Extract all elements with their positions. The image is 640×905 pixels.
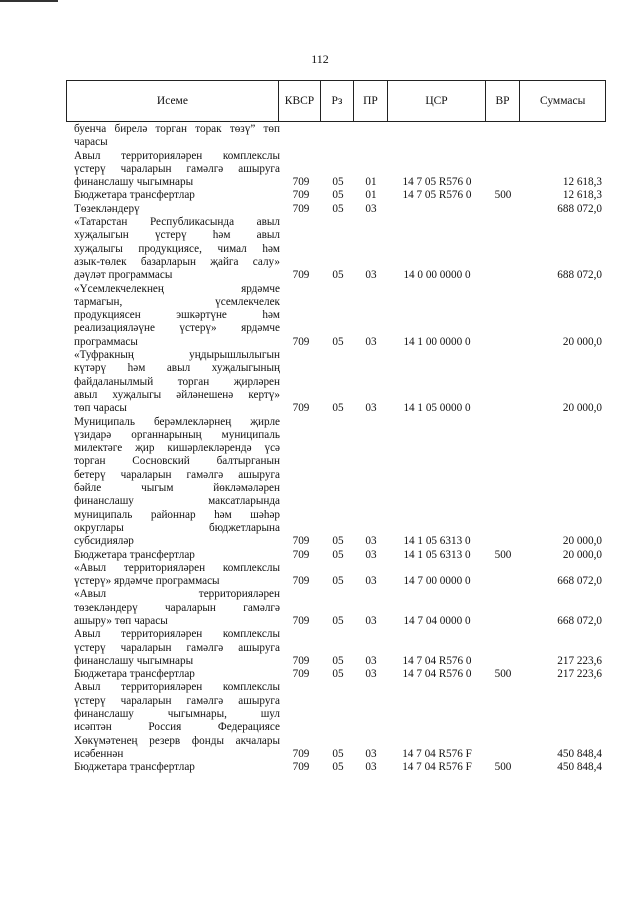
cell-rz: 05 xyxy=(332,176,344,189)
row-name-line: үстерү чараларын гамәлгә ашыруга xyxy=(74,694,280,707)
cell-csr: 14 7 05 R576 0 xyxy=(402,176,472,189)
table-row xyxy=(74,549,604,562)
cell-sum: 668 072,0 xyxy=(557,575,602,588)
table-body xyxy=(74,123,604,775)
cell-pr: 01 xyxy=(365,176,377,189)
row-name-line: ашыру» төп чарасы xyxy=(74,614,168,627)
row-name xyxy=(74,588,280,628)
cell-pr: 03 xyxy=(365,747,377,760)
row-name-line: Төзекләндерү xyxy=(74,202,140,215)
row-name xyxy=(74,150,280,190)
table-row xyxy=(74,189,604,202)
row-name xyxy=(74,283,280,349)
row-name-line: торган Сосновский балтырганын xyxy=(74,455,280,468)
table-row xyxy=(74,562,604,589)
header-pr: ПР xyxy=(353,81,388,121)
cell-rz: 05 xyxy=(332,654,344,667)
cell-rz: 05 xyxy=(332,335,344,348)
row-name xyxy=(74,189,280,202)
row-name xyxy=(74,562,280,589)
cell-kvsr: 709 xyxy=(292,548,310,561)
cell-sum: 688 072,0 xyxy=(557,202,602,215)
row-name-line: Авыл территорияләрен комплекслы xyxy=(74,149,280,162)
row-name-line: төп чарасы xyxy=(74,402,127,415)
row-name-line: чарасы xyxy=(74,136,108,149)
cell-kvsr: 709 xyxy=(292,176,310,189)
cell-pr: 03 xyxy=(365,202,377,215)
header-vr: ВР xyxy=(485,81,520,121)
cell-kvsr: 709 xyxy=(292,189,310,202)
row-name-line: муниципаль районнар һәм шәһәр xyxy=(74,508,280,521)
cell-sum: 12 618,3 xyxy=(562,176,602,189)
row-name-line: Бюджетара трансфертлар xyxy=(74,761,195,774)
cell-kvsr: 709 xyxy=(292,335,310,348)
row-name-line: Авыл территорияләрен комплекслы xyxy=(74,681,280,694)
row-name-line: күтәрү һәм авыл хуҗалыгының xyxy=(74,362,280,375)
table-header xyxy=(66,80,606,122)
cell-pr: 03 xyxy=(365,654,377,667)
table-row xyxy=(74,123,604,150)
cell-rz: 05 xyxy=(332,668,344,681)
table-row xyxy=(74,150,604,190)
cell-csr: 14 7 04 0000 0 xyxy=(403,614,471,627)
row-name-line: милектәге җир кишәрлекләрендә үсә xyxy=(74,442,280,455)
cell-sum: 450 848,4 xyxy=(557,747,602,760)
cell-pr: 03 xyxy=(365,535,377,548)
row-name xyxy=(74,123,280,150)
row-name-line: субсидияләр xyxy=(74,535,134,548)
row-name-line: дәүләт программасы xyxy=(74,269,173,282)
cell-sum: 668 072,0 xyxy=(557,614,602,627)
row-name-line: үстерү» ярдәмче программасы xyxy=(74,575,220,588)
header-csr: ЦСР xyxy=(387,81,485,121)
table-row xyxy=(74,588,604,628)
row-name-line: финанслашу чыгымнары, шул xyxy=(74,708,280,721)
header-name: Исеме xyxy=(156,95,188,107)
cell-kvsr: 709 xyxy=(292,575,310,588)
row-name-line: Муниципаль берәмлекләрнең җирле xyxy=(74,415,280,428)
cell-rz: 05 xyxy=(332,575,344,588)
header-kvsr: КВСР xyxy=(278,81,320,121)
page-number: 112 xyxy=(311,52,329,66)
cell-sum: 20 000,0 xyxy=(562,535,602,548)
cell-kvsr: 709 xyxy=(292,654,310,667)
row-name-line: бетерү чараларын гамәлгә ашыруга xyxy=(74,468,280,481)
row-name-line: авыл хуҗалыгы әйләнешенә кертү» xyxy=(74,388,280,401)
table-row xyxy=(74,681,604,761)
row-name xyxy=(74,549,280,562)
cell-rz: 05 xyxy=(332,189,344,202)
row-name-line: «Авыл территорияләрен комплекслы xyxy=(74,561,280,574)
cell-sum: 217 223,6 xyxy=(557,654,602,667)
cell-vr: 500 xyxy=(494,668,512,681)
row-name-line: исәбеннән xyxy=(74,747,124,760)
table-row xyxy=(74,283,604,349)
cell-csr: 14 1 00 0000 0 xyxy=(403,335,471,348)
cell-csr: 14 0 00 0000 0 xyxy=(403,269,471,282)
row-name-line: тармагын, үсемлекчелек xyxy=(74,295,280,308)
cell-vr: 500 xyxy=(494,761,512,774)
row-name xyxy=(74,416,280,549)
cell-pr: 03 xyxy=(365,668,377,681)
row-name-line: Бюджетара трансфертлар xyxy=(74,668,195,681)
row-name-line: Бюджетара трансфертлар xyxy=(74,189,195,202)
cell-sum: 450 848,4 xyxy=(557,761,602,774)
cell-rz: 05 xyxy=(332,747,344,760)
row-name xyxy=(74,668,280,681)
row-name-line: «Татарстан Республикасында авыл xyxy=(74,216,280,229)
cell-kvsr: 709 xyxy=(292,614,310,627)
cell-csr: 14 7 04 R576 F xyxy=(402,761,472,774)
cell-csr: 14 7 04 R576 0 xyxy=(402,654,472,667)
row-name-line: исәптән Россия Федерациясе xyxy=(74,721,280,734)
row-name-line: финанслашу чыгымнары xyxy=(74,654,194,667)
row-name-line: хуҗалыгы продукциясе, чимал һәм xyxy=(74,242,280,255)
table-row xyxy=(74,761,604,774)
cell-csr: 14 7 04 R576 0 xyxy=(402,668,472,681)
row-name xyxy=(74,216,280,282)
cell-kvsr: 709 xyxy=(292,402,310,415)
row-name-line: реализацияләүне үстерү» ярдәмче xyxy=(74,322,280,335)
row-name-line: «Үсемлекчелекнең ярдәмче xyxy=(74,282,280,295)
cell-rz: 05 xyxy=(332,614,344,627)
cell-pr: 01 xyxy=(365,189,377,202)
row-name-line: Авыл территорияләрен комплекслы xyxy=(74,628,280,641)
cell-pr: 03 xyxy=(365,402,377,415)
table-row xyxy=(74,668,604,681)
cell-pr: 03 xyxy=(365,335,377,348)
row-name xyxy=(74,203,280,216)
row-name xyxy=(74,349,280,415)
cell-csr: 14 1 05 0000 0 xyxy=(403,402,471,415)
table-row xyxy=(74,203,604,216)
row-name-line: бәйле чыгым йөкләмәләрен xyxy=(74,482,280,495)
cell-vr: 500 xyxy=(494,548,512,561)
cell-kvsr: 709 xyxy=(292,202,310,215)
row-name-line: үстерү чараларын гамәлгә ашыруга xyxy=(74,162,280,175)
table-row xyxy=(74,416,604,549)
cell-csr: 14 7 00 0000 0 xyxy=(403,575,471,588)
cell-sum: 688 072,0 xyxy=(557,269,602,282)
row-name-line: округлары бюджетларына xyxy=(74,521,280,534)
row-name-line: Хөкүмәтенең резерв фонды акчалары xyxy=(74,734,280,747)
cell-pr: 03 xyxy=(365,548,377,561)
cell-sum: 20 000,0 xyxy=(562,548,602,561)
cell-kvsr: 709 xyxy=(292,761,310,774)
row-name xyxy=(74,681,280,761)
cell-kvsr: 709 xyxy=(292,269,310,282)
row-name-line: үстерү чараларын гамәлгә ашыруга xyxy=(74,641,280,654)
cell-pr: 03 xyxy=(365,614,377,627)
cell-pr: 03 xyxy=(365,761,377,774)
row-name-line: төзекләндерү чараларын гамәлгә xyxy=(74,601,280,614)
header-sum: Суммасы xyxy=(519,81,605,121)
row-name-line: финанслашу чыгымнары xyxy=(74,176,194,189)
row-name-line: «Авыл территорияләрен xyxy=(74,588,280,601)
table-row xyxy=(74,628,604,668)
cell-sum: 20 000,0 xyxy=(562,402,602,415)
row-name-line: хуҗалыгын үстерү һәм авыл xyxy=(74,229,280,242)
cell-rz: 05 xyxy=(332,202,344,215)
table-row xyxy=(74,216,604,282)
row-name-line: программасы xyxy=(74,335,138,348)
table-row xyxy=(74,349,604,415)
cell-sum: 20 000,0 xyxy=(562,335,602,348)
row-name-line: финанслашу максатларында xyxy=(74,495,280,508)
row-name-line: азык-төлек базарларын җайга салу» xyxy=(74,255,280,268)
cell-vr: 500 xyxy=(494,189,512,202)
cell-kvsr: 709 xyxy=(292,668,310,681)
row-name xyxy=(74,628,280,668)
cell-csr: 14 7 05 R576 0 xyxy=(402,189,472,202)
cell-rz: 05 xyxy=(332,548,344,561)
cell-rz: 05 xyxy=(332,402,344,415)
header-rz: Рз xyxy=(320,81,353,121)
cell-rz: 05 xyxy=(332,761,344,774)
row-name-line: буенча бирелә торган торак төзү” төп xyxy=(74,123,280,135)
cell-csr: 14 7 04 R576 F xyxy=(402,747,472,760)
cell-kvsr: 709 xyxy=(292,535,310,548)
row-name-line: үзидарә органнарының муниципаль xyxy=(74,428,280,441)
row-name xyxy=(74,761,280,774)
row-name-line: продукциясен эшкәртүне һәм xyxy=(74,309,280,322)
cell-sum: 12 618,3 xyxy=(562,189,602,202)
cell-pr: 03 xyxy=(365,575,377,588)
cell-sum: 217 223,6 xyxy=(557,668,602,681)
cell-csr: 14 1 05 6313 0 xyxy=(403,548,471,561)
row-name-line: Бюджетара трансфертлар xyxy=(74,548,195,561)
cell-rz: 05 xyxy=(332,535,344,548)
cell-pr: 03 xyxy=(365,269,377,282)
row-name-line: «Туфракның уңдырышлылыгын xyxy=(74,349,280,362)
cell-rz: 05 xyxy=(332,269,344,282)
row-name-line: файдаланылмый торган җирләрен xyxy=(74,375,280,388)
cell-kvsr: 709 xyxy=(292,747,310,760)
scan-edge-mark xyxy=(0,0,58,10)
cell-csr: 14 1 05 6313 0 xyxy=(403,535,471,548)
